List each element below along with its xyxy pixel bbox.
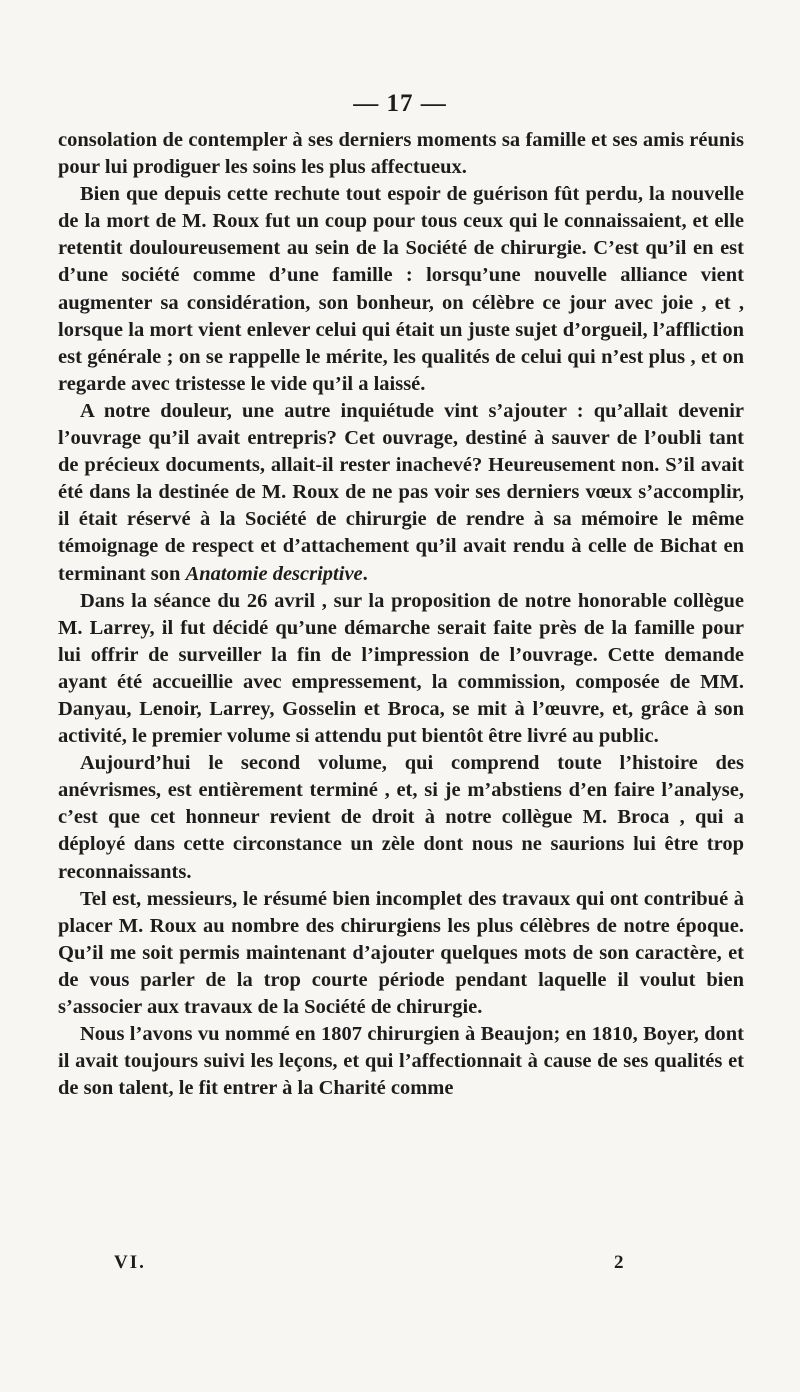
paragraph-7: Nous l’avons vu nommé en 1807 chirurgien à Beaujon; en 1810, Boyer, dont il avait toujours suivi les leçons, et qui l’affectionnait à cause de ses qualités et de son talent, le fit entrer à la Charité comme bbox=[58, 1023, 744, 1100]
sheet-number: 2 bbox=[614, 1252, 624, 1273]
paragraph-2: Bien que depuis cette rechute tout espoir de guérison fût perdu, la nouvelle de la mort de M. Roux fut un coup pour tous ceux qui le connaissaient, et elle retentit douloureusement au sein de la Société de chirurgie. C’est qu’il en est d’une société comme d’une famille : lorsqu’une nouvelle alliance vient augmenter sa considération, son bonheur, on célèbre ce jour avec joie , et , lorsque la mort vient enlever celui qui était un juste sujet d’orgueil, l’affliction est générale ; on se rappelle le mérite, les qualités de celui qui n’est plus , et on regarde avec tristesse le vide qu’il a laissé. bbox=[58, 183, 744, 395]
paragraph-3-tail: . bbox=[362, 562, 368, 585]
signature-mark: VI. bbox=[114, 1252, 146, 1273]
body-text bbox=[58, 127, 744, 1102]
anatomie-descriptive-title: Anatomie descriptive bbox=[185, 562, 363, 585]
paragraph-5: Aujourd’hui le second volume, qui comprend toute l’histoire des anévrismes, est entièrement terminé , et, si je m’abstiens d’en faire l’analyse, c’est que cet honneur revient de droit à notre collègue M. Broca , qui a déployé dans cette circonstance un zèle dont nous ne saurions lui être trop reconnaissants. bbox=[58, 752, 744, 883]
page-number: — 17 — bbox=[353, 90, 447, 117]
paragraph-3 bbox=[58, 398, 744, 588]
paragraph-4: Dans la séance du 26 avril , sur la proposition de notre honorable collègue M. Larrey, il fut décidé qu’une démarche serait faite près de la famille pour lui offrir de surveiller la fin de l’impression de l’ouvrage. Cette demande ayant été accueillie avec empressement, la commission, composée de MM. Danyau, Lenoir, Larrey, Gosselin et Broca, se mit à l’œuvre, et, grâce à son activité, le premier volume si attendu put bientôt être livré au public. bbox=[58, 589, 744, 748]
paragraph-6: Tel est, messieurs, le résumé bien incomplet des travaux qui ont contribué à placer M. Roux au nombre des chirurgiens les plus célèbres de notre époque. Qu’il me soit permis maintenant d’ajouter quelques mots de son caractère, et de vous parler de la trop courte période pendant laquelle il voulut bien s’associer aux travaux de la Société de chirurgie. bbox=[58, 887, 744, 1018]
paragraph-1: consolation de contempler à ses derniers moments sa famille et ses amis réunis pour lui prodiguer les soins les plus affectueux. bbox=[58, 129, 744, 179]
paragraph-3-text: A notre douleur, une autre inquiétude vint s’ajouter : qu’allait devenir l’ouvrage qu’il avait entrepris? Cet ouvrage, destiné à sauver de l’oubli tant de précieux documents, allait-il rester inachevé? Heureusement non. S’il avait été dans la destinée de M. Roux de ne pas voir ses derniers vœux s’accomplir, il était réservé à la Société de chirurgie de rendre à sa mémoire le même témoignage de respect et d’attachement qu’il avait rendu à celle de Bichat en terminant son bbox=[58, 399, 744, 585]
